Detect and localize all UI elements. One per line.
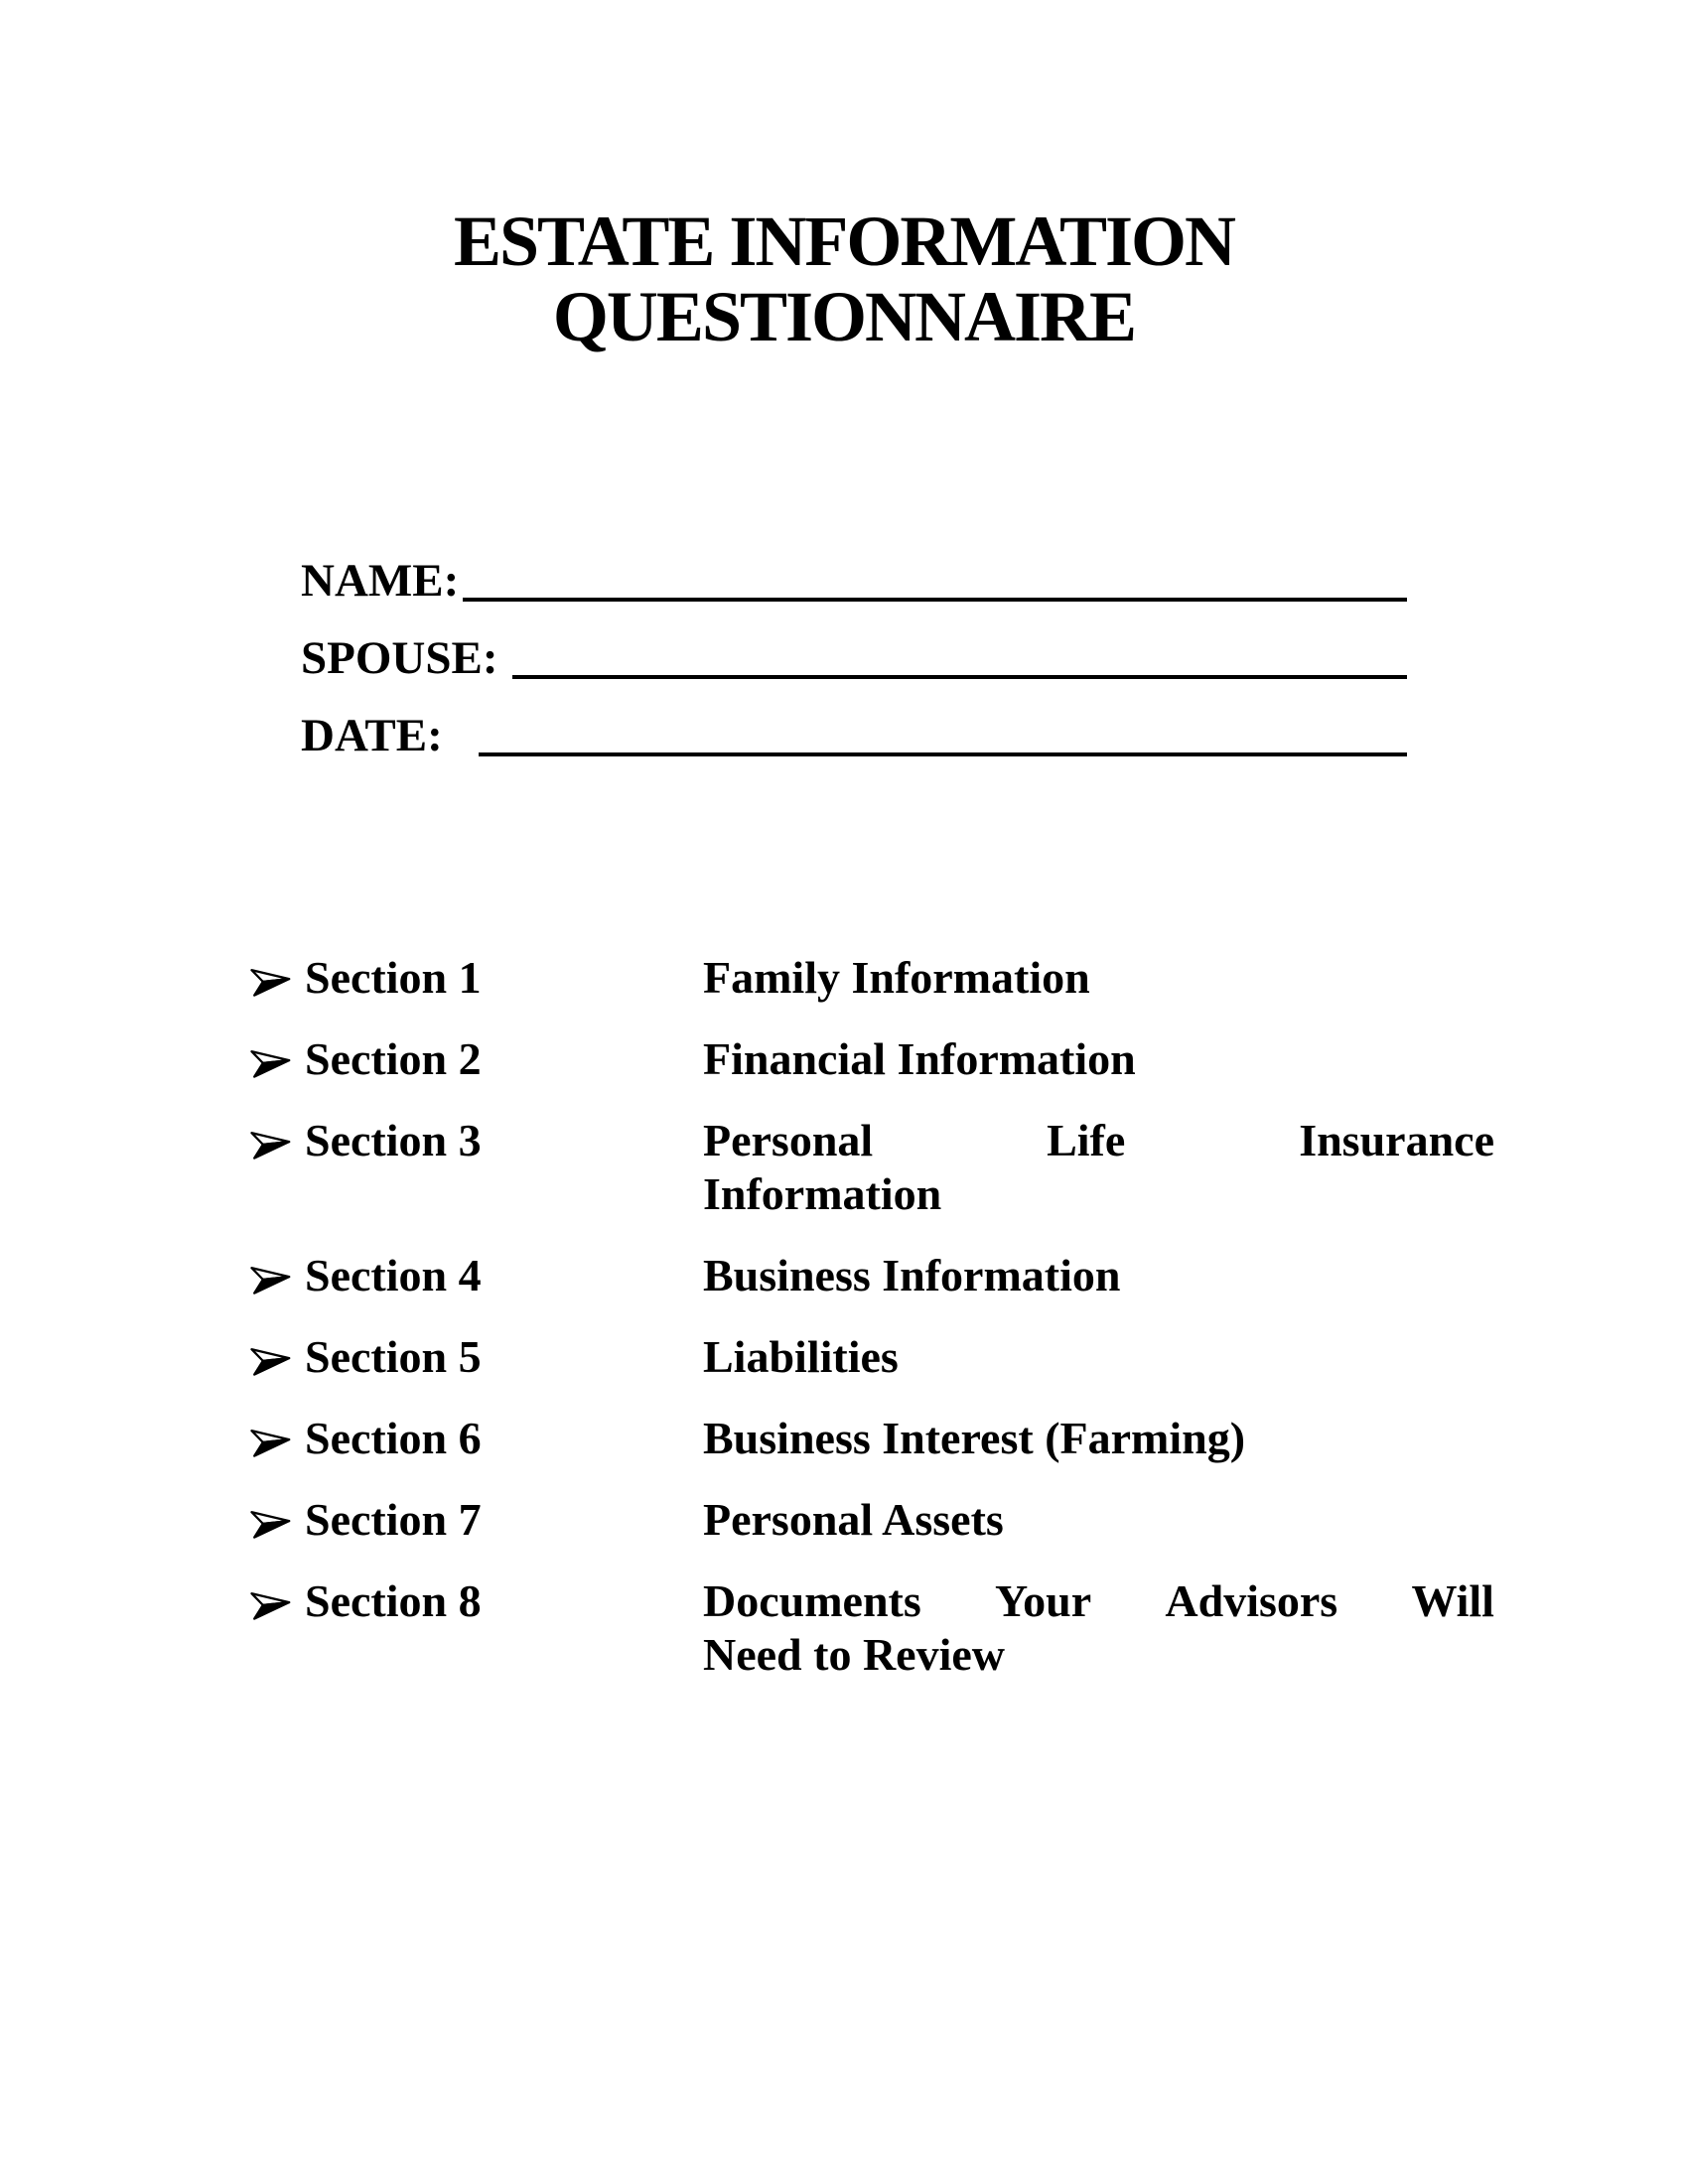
section-label-1: Section 1 [305,952,482,1003]
word: Life [1047,1115,1126,1165]
section-description-7-line-1: Personal Assets [703,1494,1004,1545]
section-description-8-line-2: Need to Review [703,1629,1006,1680]
section-label-3: Section 3 [305,1115,482,1165]
word: Insurance [1299,1115,1494,1165]
date-field-label: DATE: [301,710,443,761]
section-description-3 [703,1114,1494,1221]
section-description-2 [703,1032,1494,1086]
arrowhead-right-icon [250,1574,305,1682]
section-description-2-line-1: Financial Information [703,1033,1136,1084]
section-description-5 [703,1330,1494,1384]
section-row-6 [250,1412,1494,1465]
section-description-4-line-1: Business Information [703,1250,1121,1300]
section-description-8 [703,1574,1494,1682]
word: Advisors [1165,1575,1338,1626]
section-label-7: Section 7 [305,1494,482,1545]
section-row-5 [250,1330,1494,1384]
date-field-blank-line [479,719,1407,756]
section-description-4 [703,1249,1494,1302]
section-label-2: Section 2 [305,1033,482,1084]
arrowhead-right-icon [250,951,305,1005]
section-description-1-line-1: Family Information [703,952,1090,1003]
arrowhead-right-icon [250,1412,305,1465]
section-row-8 [250,1574,1494,1682]
section-description-6 [703,1412,1494,1465]
section-row-7 [250,1493,1494,1547]
name-field-blank-line [463,564,1407,602]
date-field-row [301,707,1407,764]
section-label-6: Section 6 [305,1413,482,1463]
section-row-1 [250,951,1494,1005]
arrowhead-right-icon [250,1249,305,1302]
arrowhead-right-icon [250,1330,305,1384]
section-label-4: Section 4 [305,1250,482,1300]
section-description-1 [703,951,1494,1005]
section-description-3-line-1 [703,1114,1494,1167]
word: Your [995,1575,1092,1626]
spouse-field-label: SPOUSE: [301,632,498,684]
name-field-label: NAME: [301,555,460,607]
fill-in-fields [301,552,1407,784]
section-description-3-line-2: Information [703,1168,942,1219]
word: Will [1411,1575,1494,1626]
arrowhead-right-icon [250,1114,305,1221]
spouse-field-blank-line [512,641,1408,679]
page-title-line-2: QUESTIONNAIRE [552,277,1136,356]
section-row-3 [250,1114,1494,1221]
section-row-4 [250,1249,1494,1302]
section-description-7 [703,1493,1494,1547]
section-description-8-line-1 [703,1574,1494,1628]
section-description-5-line-1: Liabilities [703,1331,899,1382]
word: Personal [703,1115,874,1165]
section-description-6-line-1: Business Interest (Farming) [703,1413,1246,1463]
arrowhead-right-icon [250,1493,305,1547]
word: Documents [703,1575,921,1626]
section-row-2 [250,1032,1494,1086]
section-label-8: Section 8 [305,1575,482,1626]
page-title-line-1: ESTATE INFORMATION [453,202,1235,281]
arrowhead-right-icon [250,1032,305,1086]
name-field-row [301,552,1407,610]
sections-list [250,951,1494,1709]
section-label-5: Section 5 [305,1331,482,1382]
spouse-field-row [301,629,1407,687]
page-title [0,204,1688,354]
